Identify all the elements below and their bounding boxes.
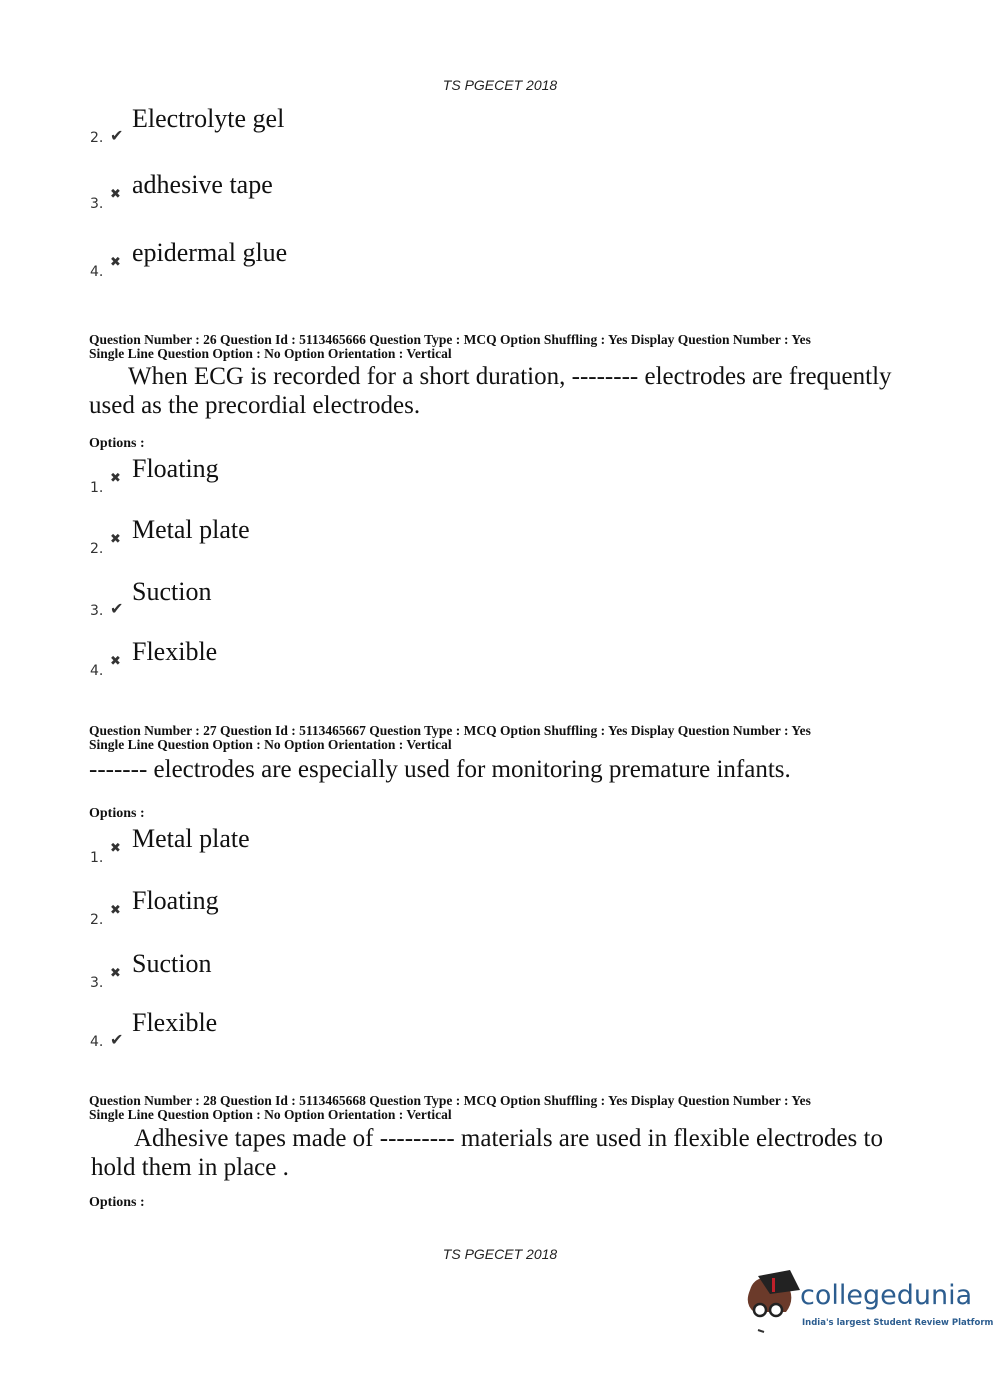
option-text: Suction bbox=[132, 577, 212, 606]
check-icon: ✔ bbox=[110, 599, 124, 618]
option-number: 3. bbox=[90, 196, 104, 212]
option-number: 4. bbox=[90, 264, 104, 280]
option-number: 1. bbox=[90, 850, 104, 866]
option-number: 2. bbox=[90, 541, 104, 557]
option-number: 3. bbox=[90, 975, 104, 991]
option-text: Flexible bbox=[132, 1008, 218, 1037]
page-header: TS PGECET 2018 bbox=[442, 77, 558, 93]
option-number: 2. bbox=[90, 912, 104, 928]
options-label: Options : bbox=[89, 806, 145, 821]
collegedunia-logo bbox=[740, 1268, 994, 1338]
cross-icon: ✖ bbox=[110, 255, 121, 270]
question-text: ------- electrodes are especially used for monitoring premature infants. bbox=[89, 756, 791, 783]
question-text: When ECG is recorded for a short duration, -------- electrodes are frequently used as the precordial electrodes. bbox=[89, 363, 892, 419]
cross-icon: ✖ bbox=[110, 654, 121, 669]
check-icon: ✔ bbox=[110, 126, 124, 145]
option-number: 1. bbox=[90, 480, 104, 496]
cross-icon: ✖ bbox=[110, 187, 121, 202]
option-text: Flexible bbox=[132, 637, 218, 666]
option-text: Metal plate bbox=[132, 824, 250, 853]
option-number: 4. bbox=[90, 663, 104, 679]
question-meta: Question Number : 28 Question Id : 5113465668 Question Type : MCQ Option Shuffling : Yes Display Question Number : Yes bbox=[89, 1093, 811, 1108]
options-label: Options : bbox=[89, 436, 145, 451]
options-label: Options : bbox=[89, 1195, 145, 1210]
option-number: 4. bbox=[90, 1034, 104, 1050]
option-number: 2. bbox=[90, 130, 104, 146]
question-meta: Single Line Question Option : No Option Orientation : Vertical bbox=[89, 1107, 452, 1122]
page-footer: TS PGECET 2018 bbox=[442, 1246, 558, 1262]
cross-icon: ✖ bbox=[110, 841, 121, 856]
cross-icon: ✖ bbox=[110, 966, 121, 981]
option-text: Suction bbox=[132, 949, 212, 978]
option-text: Electrolyte gel bbox=[132, 104, 285, 133]
option-text: Floating bbox=[132, 886, 219, 915]
option-text: Metal plate bbox=[132, 515, 250, 544]
cross-icon: ✖ bbox=[110, 471, 121, 486]
question-meta: Question Number : 27 Question Id : 5113465667 Question Type : MCQ Option Shuffling : Yes Display Question Number : Yes bbox=[89, 723, 811, 738]
logo-wordmark: collegedunia bbox=[800, 1280, 973, 1311]
mascot-icon bbox=[740, 1268, 800, 1336]
check-icon: ✔ bbox=[110, 1030, 124, 1049]
question-meta: Single Line Question Option : No Option Orientation : Vertical bbox=[89, 737, 452, 752]
cross-icon: ✖ bbox=[110, 903, 121, 918]
cross-icon: ✖ bbox=[110, 532, 121, 547]
option-number: 3. bbox=[90, 603, 104, 619]
question-text: Adhesive tapes made of --------- materials are used in flexible electrodes to hold them in place . bbox=[91, 1125, 883, 1181]
option-text: Floating bbox=[132, 454, 219, 483]
question-meta: Question Number : 26 Question Id : 5113465666 Question Type : MCQ Option Shuffling : Yes Display Question Number : Yes bbox=[89, 332, 811, 347]
option-text: adhesive tape bbox=[132, 170, 273, 199]
logo-tagline: India's largest Student Review Platform bbox=[802, 1318, 994, 1328]
option-text: epidermal glue bbox=[132, 238, 288, 267]
question-meta: Single Line Question Option : No Option Orientation : Vertical bbox=[89, 346, 452, 361]
